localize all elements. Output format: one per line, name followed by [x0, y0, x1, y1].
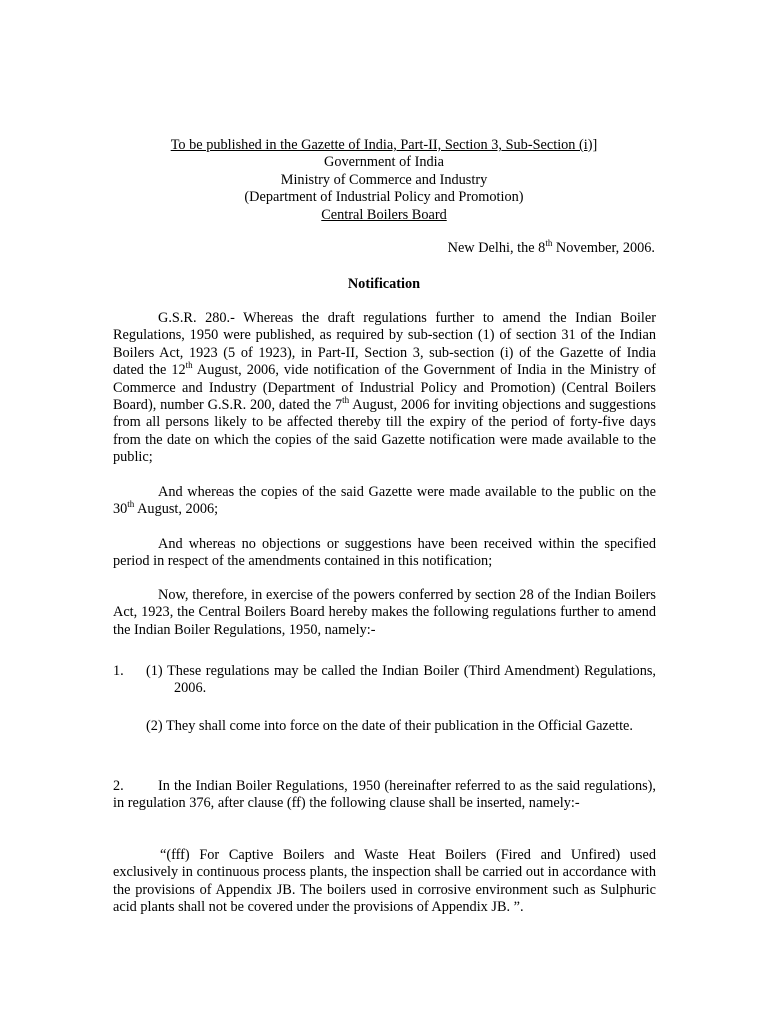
paragraph-copies-available	[113, 484, 656, 519]
board-name: Central Boilers Board	[321, 206, 447, 223]
ministry-line: Ministry of Commerce and Industry	[280, 171, 488, 188]
para2-part-b: August, 2006;	[134, 501, 219, 518]
item2-quoted-clause: “(fff) For Captive Boilers and Waste Heat Boilers (Fired and Unfired) used exclusively in continuous process plants, the inspection shall be carried out in accordance with the provisions of Appendix JB. The boilers used in corrosive environment such as Sulphuric acid plants shall not be covered under the provisions of Appendix JB. ”.	[113, 847, 656, 916]
department-line: (Department of Industrial Policy and Promotion)	[244, 189, 524, 206]
notification-heading: Notification	[347, 276, 421, 292]
board-line	[112, 207, 656, 224]
item1-clause1: (1) These regulations may be called the Indian Boiler (Third Amendment) Regulations, 2006.	[146, 663, 656, 697]
para2-sup: th	[127, 499, 135, 510]
dateline-prefix: New Delhi, the 8	[447, 240, 546, 256]
item2-text: In the Indian Boiler Regulations, 1950 (hereinafter referred to as the said regulations), in regulation 376, after clause (ff) the following clause shall be inserted, namely:-	[113, 778, 656, 812]
item2-number: 2.	[113, 778, 124, 794]
dateline-suffix: November, 2006.	[552, 240, 655, 256]
para1-part-a: G.S.R. 280.- Whereas the draft regulations further to amend the Indian Boiler Regulations, 1950 were published, as required by sub-section (1) of section 31 of the Indian Boilers Act, 1923 (5 of 1923), in Part-II, Section 3, sub-section (i) of the Gazette of India dated the 12	[113, 310, 656, 379]
item1-number: 1.	[113, 663, 124, 679]
gazette-line: To be published in the Gazette of India, Part-II, Section 3, Sub-Section (i)]	[170, 137, 598, 153]
para1-part-b: August, 2006, vide notification of the Government of India in the Ministry of Commerce and Industry (Department of Industrial Policy and Promotion) (Central Boilers Board), number G.S.R. 200, dated the 7	[113, 362, 656, 414]
paragraph-gsr	[113, 310, 656, 467]
dateline	[448, 240, 655, 257]
paragraph-no-objections: And whereas no objections or suggestions have been received within the specified period in respect of the amendments contained in this notification;	[113, 536, 656, 570]
para2-part-a: And whereas the copies of the said Gazette were made available to the public on the 30	[113, 484, 656, 518]
item1-clause2: (2) They shall come into force on the date of their publication in the Official Gazette.	[146, 718, 633, 734]
para1-sup2: th	[342, 395, 350, 406]
para1-sup1: th	[185, 360, 193, 371]
dateline-sup: th	[545, 238, 553, 248]
para1-part-c: August, 2006 for inviting objections and suggestions from all persons likely to be affected thereby till the expiry of the period of forty-five days from the date on which the copies of the said Gazette notification were made available to the public;	[113, 397, 656, 466]
paragraph-now-therefore: Now, therefore, in exercise of the powers conferred by section 28 of the Indian Boilers Act, 1923, the Central Boilers Board hereby makes the following regulations further to amend the Indian Boiler Regulations, 1950, namely:-	[113, 587, 656, 638]
government-line: Government of India	[324, 154, 444, 171]
document-header	[112, 137, 656, 224]
